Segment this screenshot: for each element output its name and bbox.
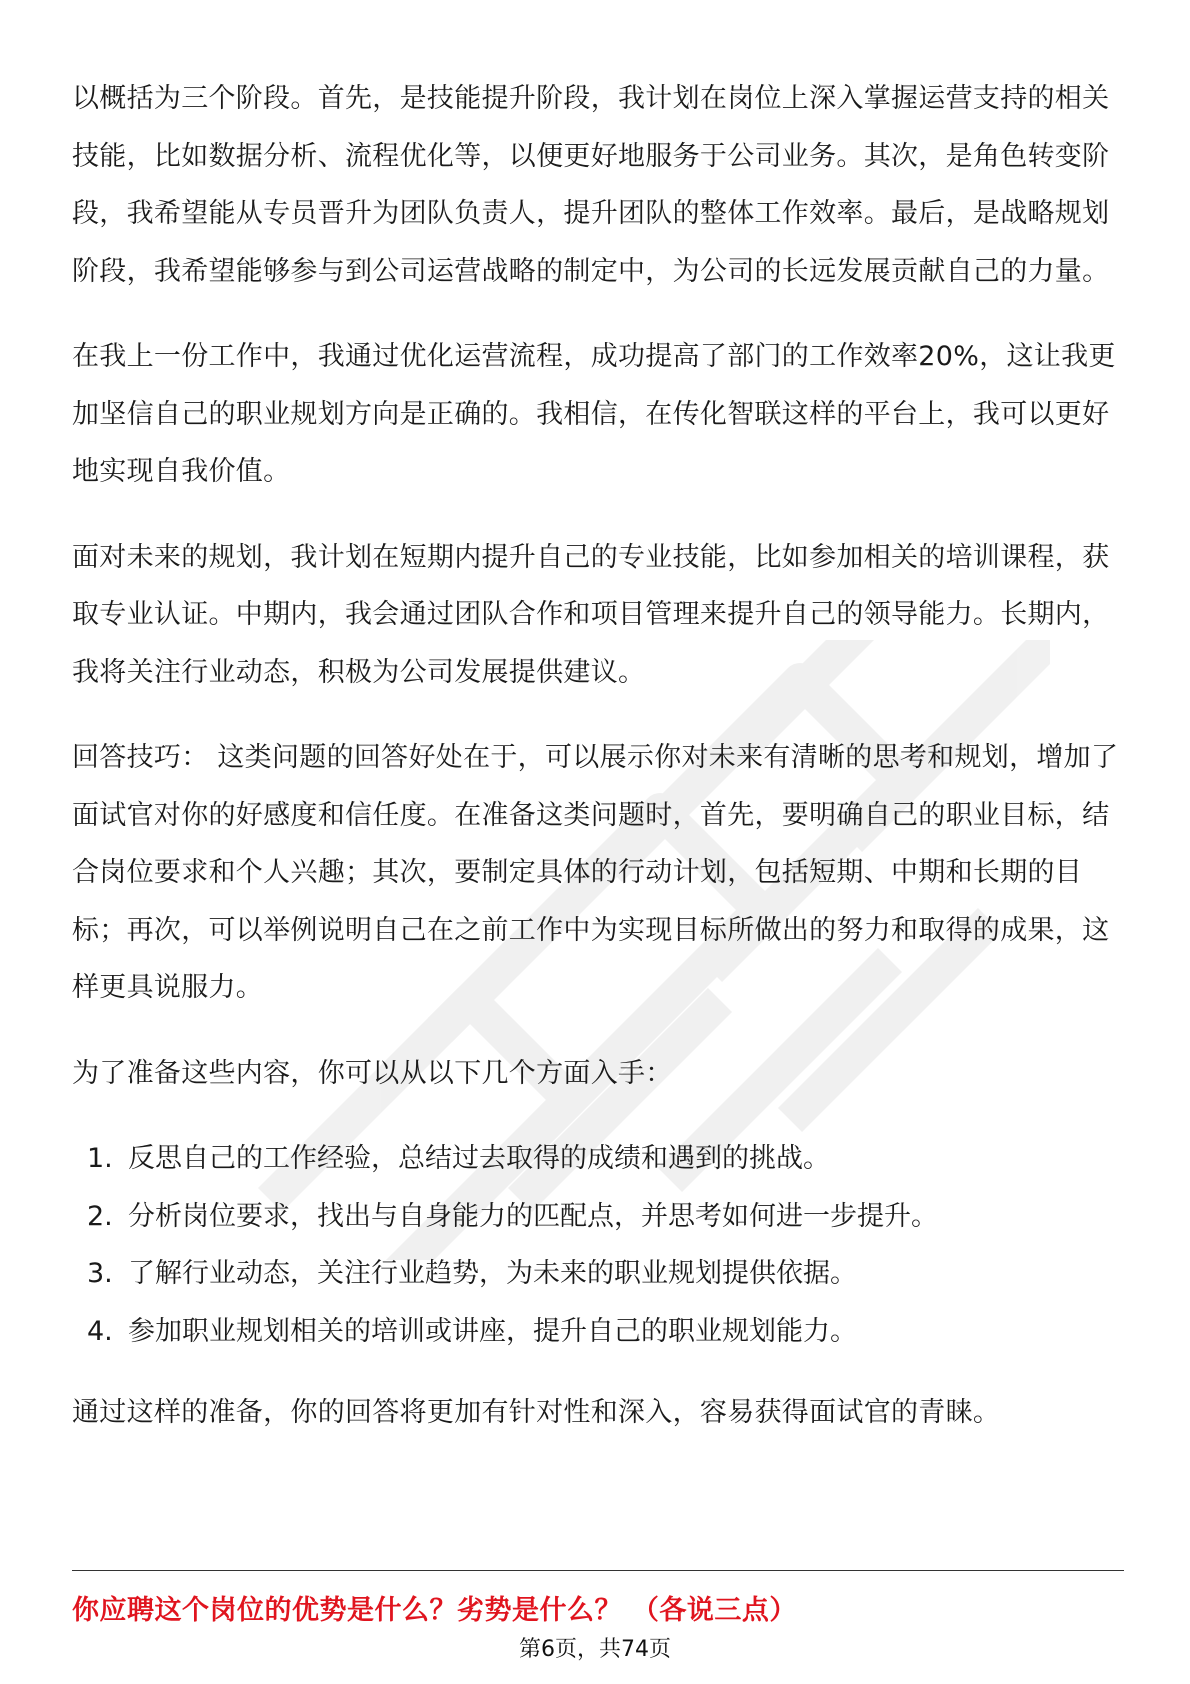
list-number: 4.: [87, 1315, 113, 1347]
list-number: 1.: [87, 1143, 113, 1174]
list-item: [72, 1245, 1122, 1303]
list-item: [72, 1303, 1122, 1361]
paragraph-career-stages: 以概括为三个阶段。首先，是技能提升阶段，我计划在岗位上深入掌握运营支持的相关技能，比如数据分析、流程优化等，以便更好地服务于公司业务。其次，是角色转变阶段，我希望能从专员晋升为团队负责人，提升团队的整体工作效率。最后，是战略规划阶段，我希望能够参与到公司运营战略的制定中，为公司的长远发展贡献自己的力量。: [72, 83, 1110, 287]
list-text: 了解行业动态，关注行业趋势，为未来的职业规划提供依据。: [128, 1258, 857, 1289]
list-number: 2.: [87, 1200, 113, 1232]
paragraph-preparation-intro: 为了准备这些内容，你可以从以下几个方面入手：: [72, 1057, 673, 1089]
section-divider: [72, 1570, 1124, 1571]
document-body: [72, 70, 1122, 1470]
list-number: 3.: [87, 1258, 113, 1289]
list-item: [72, 1130, 1122, 1188]
page-footer: 第6页，共74页: [519, 1637, 671, 1662]
preparation-list: [72, 1130, 1122, 1360]
paragraph-previous-job: 在我上一份工作中，我通过优化运营流程，成功提高了部门的工作效率20%，这让我更加坚信自己的职业规划方向是正确的。我相信，在传化智联这样的平台上，我可以更好地实现自我价值。: [72, 341, 1116, 487]
list-text: 反思自己的工作经验，总结过去取得的成绩和遇到的挑战。: [128, 1143, 830, 1174]
list-text: 参加职业规划相关的培训或讲座，提升自己的职业规划能力。: [128, 1315, 857, 1347]
next-question-heading: 你应聘这个岗位的优势是什么？劣势是什么？ （各说三点）: [72, 1595, 797, 1626]
list-text: 分析岗位要求，找出与自身能力的匹配点，并思考如何进一步提升。: [128, 1200, 938, 1232]
paragraph-future-plan: 面对未来的规划，我计划在短期内提升自己的专业技能，比如参加相关的培训课程，获取专业认证。中期内，我会通过团队合作和项目管理来提升自己的领导能力。长期内，我将关注行业动态，积极为公司发展提供建议。: [72, 541, 1110, 688]
list-item: [72, 1188, 1122, 1246]
paragraph-answer-tips: 回答技巧： 这类问题的回答好处在于，可以展示你对未来有清晰的思考和规划，增加了面试官对你的好感度和信任度。在准备这类问题时，首先，要明确自己的职业目标，结合岗位要求和个人兴趣；其次，要制定具体的行动计划，包括短期、中期和长期的目标；再次，可以举例说明自己在之前工作中为实现目标所做出的努力和取得的成果，这样更具说服力。: [72, 742, 1119, 1003]
paragraph-closing: 通过这样的准备，你的回答将更加有针对性和深入，容易获得面试官的青睐。: [72, 1397, 1001, 1428]
